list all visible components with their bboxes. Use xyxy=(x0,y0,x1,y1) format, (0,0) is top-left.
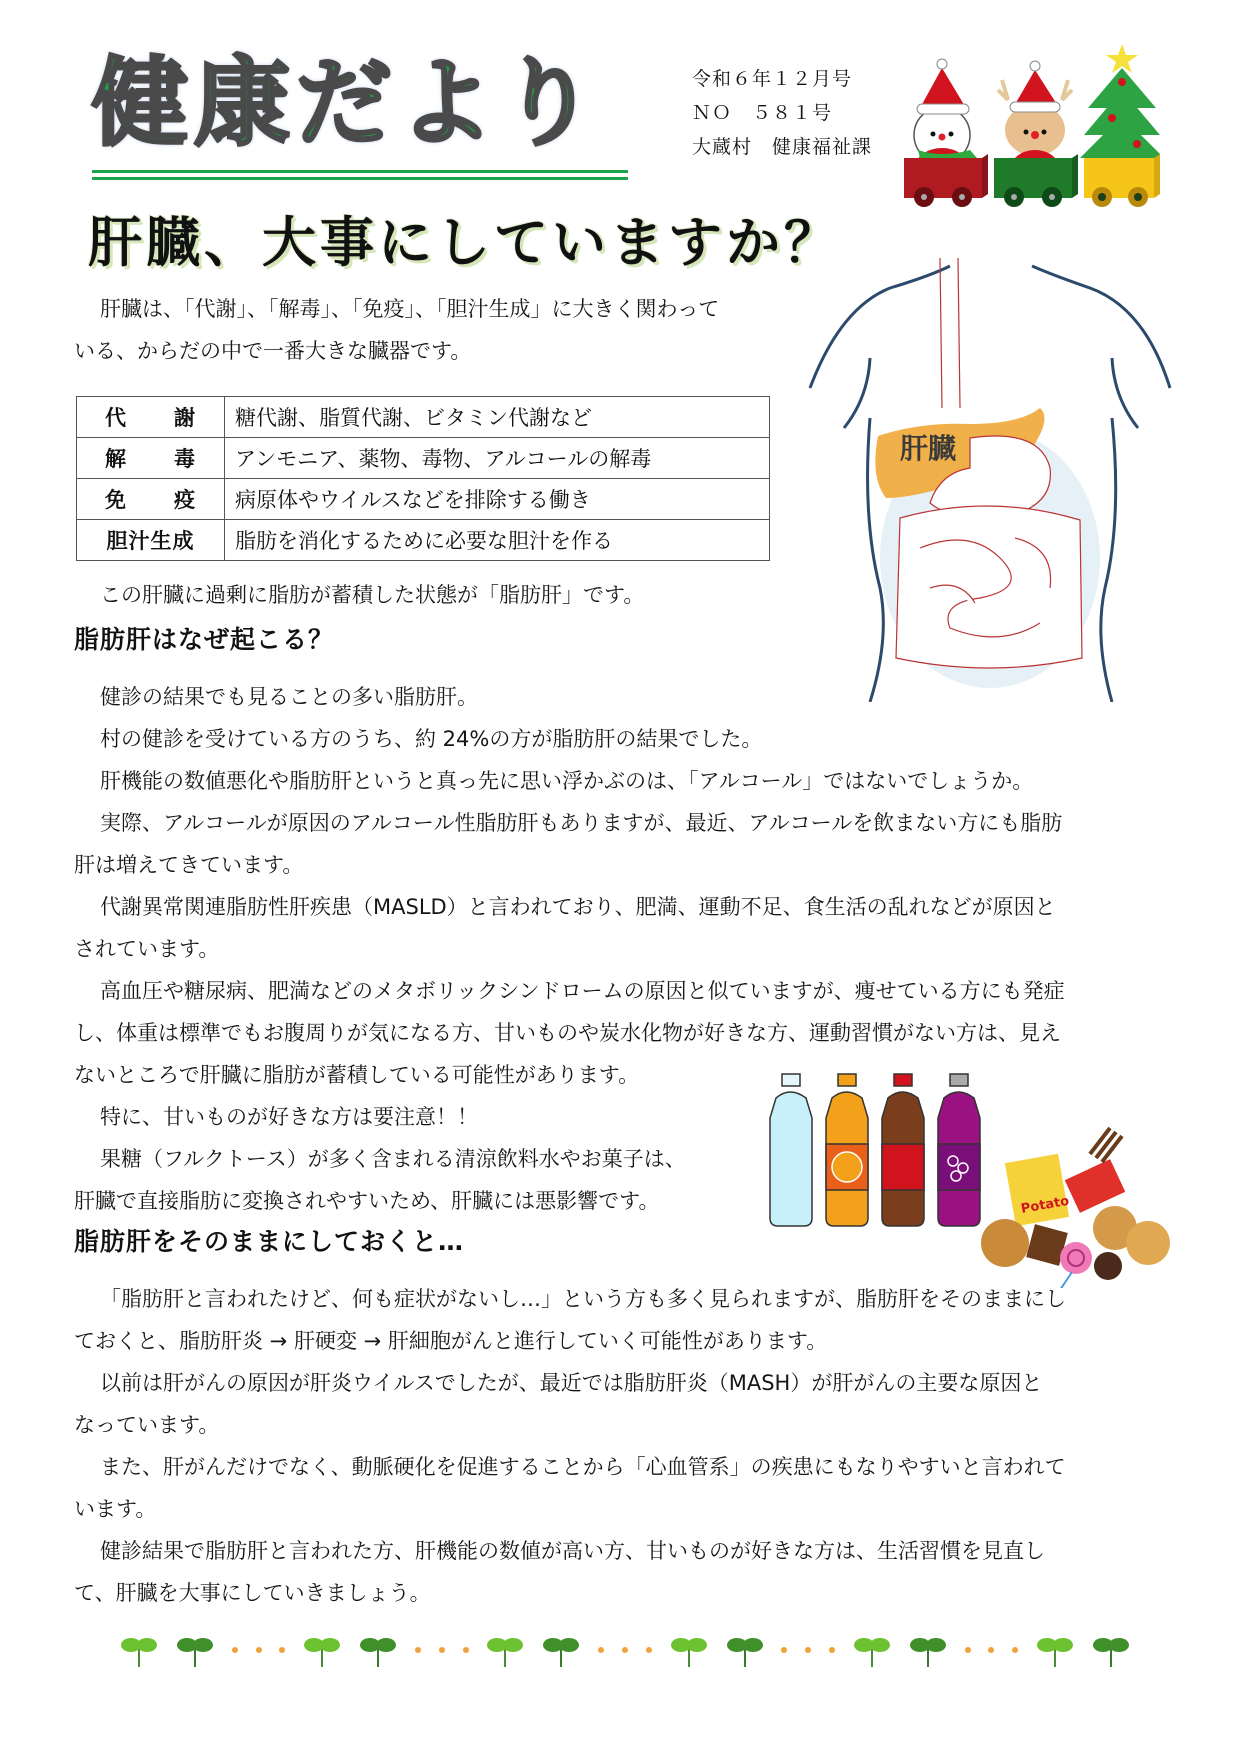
table-key-cell xyxy=(77,479,225,520)
title-rule-bottom xyxy=(92,177,628,180)
sprout-icon xyxy=(303,1633,341,1667)
reindeer-icon xyxy=(994,61,1078,207)
section-heading-consequences: 脂肪肝をそのままにしておくと… xyxy=(74,1227,465,1256)
paragraph-line: 肝臓で直接脂肪に変換されやすいため、肝臓には悪影響です。 xyxy=(74,1189,660,1213)
table-description-cell: 病原体やウイルスなどを排除する働き xyxy=(225,479,770,520)
digestive-system-illustration xyxy=(800,258,1180,702)
paragraph-line: 特に、甘いものが好きな方は要注意！！ xyxy=(100,1105,478,1129)
sprout-icon xyxy=(120,1633,158,1667)
publisher: 大蔵村 健康福祉課 xyxy=(692,136,873,158)
sprout-icon xyxy=(853,1633,891,1667)
dot-icon xyxy=(279,1647,285,1653)
intro-line-2: いる、からだの中で一番大きな臓器です。 xyxy=(74,339,472,363)
snacks-icon xyxy=(981,1128,1170,1288)
dot-icon xyxy=(439,1647,445,1653)
table-key-cell: 胆汁生成 xyxy=(77,520,225,561)
key-char: 謝 xyxy=(174,406,196,430)
drinks-and-snacks-illustration xyxy=(760,1058,1180,1288)
section-consequences-body xyxy=(74,1278,1066,1614)
christmas-tree-icon xyxy=(1080,44,1160,207)
paragraph-line: 「脂肪肝と言われたけど、何も症状がないし…」という方も多く見られますが、脂肪肝をそのままにし xyxy=(100,1287,1066,1311)
paragraph-line: て、肝臓を大事にしていきましょう。 xyxy=(74,1581,431,1605)
paragraph-line: されています。 xyxy=(74,937,220,961)
paragraph-line: 実際、アルコールが原因のアルコール性脂肪肝もありますが、最近、アルコールを飲まない方にも脂肪 xyxy=(100,811,1063,835)
snowman-icon xyxy=(904,59,988,207)
fatty-liver-definition: この肝臓に過剰に脂肪が蓄積した状態が「脂肪肝」です。 xyxy=(100,583,645,607)
liver-label: 肝臓 xyxy=(900,432,957,465)
paragraph-line: 代謝異常関連脂肪性肝疾患（MASLD）と言われており、肥満、運動不足、食生活の乱れなどが原因と xyxy=(100,895,1056,919)
christmas-train-illustration xyxy=(890,40,1160,210)
paragraph-line: 肝機能の数値悪化や脂肪肝というと真っ先に思い浮かぶのは、「アルコール」ではないでしょうか。 xyxy=(100,769,1034,793)
paragraph-line: います。 xyxy=(74,1497,157,1521)
table-row xyxy=(77,520,770,561)
dot-icon xyxy=(781,1647,787,1653)
paragraph-line: ておくと、脂肪肝炎 → 肝硬変 → 肝細胞がんと進行していく可能性があります。 xyxy=(74,1329,828,1353)
table-row xyxy=(77,397,770,438)
soft-drink-bottles-icon xyxy=(770,1074,980,1226)
issue-date: 令和６年１２月号 xyxy=(692,68,853,90)
paragraph-line: 村の健診を受けている方のうち、約 24%の方が脂肪肝の結果でした。 xyxy=(100,727,763,751)
paragraph-line: また、肝がんだけでなく、動脈硬化を促進することから「心血管系」の疾患にもなりやすいと言われて xyxy=(100,1455,1066,1479)
table-description-cell: 糖代謝、脂質代謝、ビタミン代謝など xyxy=(225,397,770,438)
table-row xyxy=(77,479,770,520)
table-row xyxy=(77,438,770,479)
key-char: 毒 xyxy=(174,447,196,471)
key-char: 代 xyxy=(105,406,127,430)
dot-icon xyxy=(1012,1647,1018,1653)
paragraph-line: 果糖（フルクトース）が多く含まれる清涼飲料水やお菓子は、 xyxy=(100,1147,686,1171)
sprout-icon xyxy=(670,1633,708,1667)
sprout-icon xyxy=(1092,1633,1130,1667)
dot-icon xyxy=(256,1647,262,1653)
dot-icon xyxy=(829,1647,835,1653)
table-key-cell xyxy=(77,438,225,479)
paragraph-line: 肝は増えてきています。 xyxy=(74,853,304,877)
paragraph-line: 健診結果で脂肪肝と言われた方、肝機能の数値が高い方、甘いものが好きな方は、生活習慣を見直し xyxy=(100,1539,1045,1563)
dot-icon xyxy=(415,1647,421,1653)
footer-sprout-border xyxy=(120,1630,1130,1670)
paragraph-line: 高血圧や糖尿病、肥満などのメタボリックシンドロームの原因と似ていますが、痩せている方にも発症 xyxy=(100,979,1065,1003)
dot-icon xyxy=(463,1647,469,1653)
issue-info xyxy=(692,62,872,164)
key-char: 免 xyxy=(105,488,127,512)
title-rule-top xyxy=(92,170,628,173)
paragraph-line: し、体重は標準でもお腹周りが気になる方、甘いものや炭水化物が好きな方、運動習慣がない方は、見え xyxy=(74,1021,1061,1045)
dot-icon xyxy=(965,1647,971,1653)
table-key-cell xyxy=(77,397,225,438)
section-heading-causes: 脂肪肝はなぜ起こる？ xyxy=(74,625,335,654)
dot-icon xyxy=(598,1647,604,1653)
sprout-icon xyxy=(542,1633,580,1667)
dot-icon xyxy=(622,1647,628,1653)
newsletter-title: 健康だより xyxy=(92,47,602,159)
sprout-icon xyxy=(486,1633,524,1667)
key-char: 疫 xyxy=(174,488,196,512)
paragraph-line: 健診の結果でも見ることの多い脂肪肝。 xyxy=(100,685,478,709)
sprout-icon xyxy=(726,1633,764,1667)
paragraph-line: ないところで肝臓に脂肪が蓄積している可能性があります。 xyxy=(74,1063,640,1087)
key-char: 解 xyxy=(105,447,127,471)
sprout-icon xyxy=(176,1633,214,1667)
table-description-cell: アンモニア、薬物、毒物、アルコールの解毒 xyxy=(225,438,770,479)
issue-number: ＮＯ ５８１号 xyxy=(692,102,833,124)
paragraph-line: なっています。 xyxy=(74,1413,220,1437)
svg-text:Potato: Potato xyxy=(1019,1193,1071,1217)
paragraph-line: 以前は肝がんの原因が肝炎ウイルスでしたが、最近では脂肪肝炎（MASH）が肝がんの主要な原因と xyxy=(100,1371,1043,1395)
sprout-icon xyxy=(909,1633,947,1667)
dot-icon xyxy=(232,1647,238,1653)
sprout-icon xyxy=(1036,1633,1074,1667)
dot-icon xyxy=(805,1647,811,1653)
sprout-icon xyxy=(359,1633,397,1667)
liver-function-table xyxy=(76,396,770,561)
table-description-cell: 脂肪を消化するために必要な胆汁を作る xyxy=(225,520,770,561)
dot-icon xyxy=(988,1647,994,1653)
intro-line-1: 肝臓は、「代謝」、「解毒」、「免疫」、「胆汁生成」に大きく関わって xyxy=(100,297,720,321)
headline: 肝臓、大事にしていますか？ xyxy=(88,211,842,274)
dot-icon xyxy=(646,1647,652,1653)
